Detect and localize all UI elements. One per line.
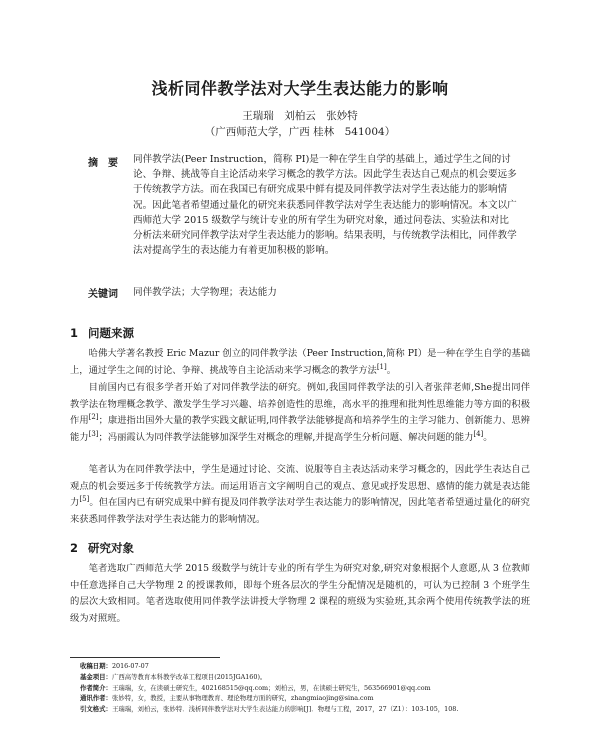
citation-ref: [4] xyxy=(473,429,484,438)
author-list: 王瑞瑞 刘柏云 张妙特 xyxy=(242,110,358,122)
abstract-text: 同伴教学法(Peer Instruction，简称 PI)是一种在学生自学的基础上，通过学生之间的讨论、争辩、挑战等自主论活动来学习概念的教学方法。因此学生表达自己观点的机会要远多于传统教学方法。而在我国已有研究成果中鲜有提及同伴教学法对学生表达能力的影响情况。因此笔者希望通过量化的研究来获悉同伴教学法对学生表达能力的影响情况。本文以广西师范大学 2015 级数学与统计专业的所有学生为研究对象，通过问卷法、实验法和对比分析法来研究同伴教学法对学生表达能力的影响。结果表明，与传统教学法相比，同伴教学法对提高学生的表达能力有着更加积极的影响。 xyxy=(133,154,517,257)
keywords-label: 关键词 xyxy=(88,289,118,300)
paragraph-text: ；冯丽霞认为同伴教学法能够加深学生对概念的理解,并提高学生分析问题、解决问题的能力 xyxy=(98,431,474,443)
paragraph-text: 。 xyxy=(386,364,397,376)
section-number: 2 xyxy=(70,541,79,555)
paragraph xyxy=(70,346,530,379)
footnote-received: 收稿日期：2016-07-07 xyxy=(80,662,149,670)
citation-ref: [2] xyxy=(88,412,99,421)
paragraph-text: 笔者选取广西师范大学 2015 级数学与统计专业的所有学生为研究对象,研究对象根据个人意愿,从 3 位教师中任意选择自己大学物理 2 的授课教师，即每个班各层次的学生分配情况是随机的，可认为已控制 3 个班学生的层次大致相同。笔者选取使用同伴教学法讲授大学物理 2 课程的班级为实验班,其余两个使用传统教学法的班级为对照班。 xyxy=(70,563,530,624)
paragraph xyxy=(70,561,530,627)
citation-ref: [3] xyxy=(88,429,99,438)
affiliation: （广西师范大学，广西 桂林 541004） xyxy=(204,126,396,138)
paper-title: 浅析同伴教学法对大学生表达能力的影响 xyxy=(151,79,449,98)
paragraph-text: 笔者认为在同伴教学法中，学生是通过讨论、交流、说服等自主表达活动来学习概念的，因此学生表达自己观点的机会要远多于传统教学方法。而运用语言文字阐明自己的观点、意见或抒发思想、感情的能力就是表达能力 xyxy=(70,464,530,508)
abstract-label: 摘 要 xyxy=(88,158,118,169)
keywords-text: 同伴教学法；大学物理；表达能力 xyxy=(133,287,277,298)
section-title: 研究对象 xyxy=(88,541,134,555)
paragraph-text: 目前国内已有很多学者开始了对同伴教学法的研究。例如,我国同伴教学法的引入者张萍老师,She提出同伴教学法在物理概念教学、激发学生学习兴趣、培养创造性的思维，高水平的推理和批判性思维能力等方面的积极作用 xyxy=(70,382,530,426)
footnote-citation: 引文格式：王瑞瑞，刘柏云，张妙特．浅析同伴教学法对大学生表达能力的影响[J]．物理与工程，2017，27（Z1）：103-105，108. xyxy=(80,705,459,714)
paragraph-text: 。 xyxy=(483,431,493,443)
footnotes xyxy=(80,661,540,715)
footnote-corresponding: 通讯作者：张妙特，女，教授，主要从事物理教育、理论物理方面的研究，zhangmiaojing@sina.com xyxy=(80,694,374,703)
paragraph-text: ；康进指出国外大量的教学实践文献证明,同伴教学法能够提高和培养学生的主学习能力、创新能力、思辨能力 xyxy=(70,415,530,443)
paragraph xyxy=(70,380,530,446)
footnote-funding: 基金项目：广西高等教育本科教学改革工程项目(2015JGA160)。 xyxy=(80,672,267,681)
footnote-divider xyxy=(70,657,220,658)
footnote-author-bio: 作者简介：王瑞瑞，女，在读硕士研究生，402168515@qq.com；刘柏云，男，在读硕士研究生，563566901@qq.com xyxy=(80,683,431,692)
paragraph xyxy=(70,462,530,528)
section-heading xyxy=(70,325,134,341)
paragraph-text: 哈佛大学著名教授 Eric Mazur 创立的同伴教学法（Peer Instruction,简称 PI）是一种在学生自学的基础上，通过学生之间的讨论、争辩、挑战等自主论活动来学习概念的教学方法 xyxy=(70,348,530,376)
section-title: 问题来源 xyxy=(88,326,134,340)
paragraph-text: 。但在国内已有研究成果中鲜有提及同伴教学法对学生表达能力的影响情况，因此笔者希望通过量化的研究来获悉同伴教学法对学生表达能力的影响情况。 xyxy=(70,497,530,525)
citation-ref: [5] xyxy=(79,494,90,503)
citation-ref: [1] xyxy=(376,362,387,371)
section-number: 1 xyxy=(70,326,79,340)
section-heading xyxy=(70,540,134,556)
